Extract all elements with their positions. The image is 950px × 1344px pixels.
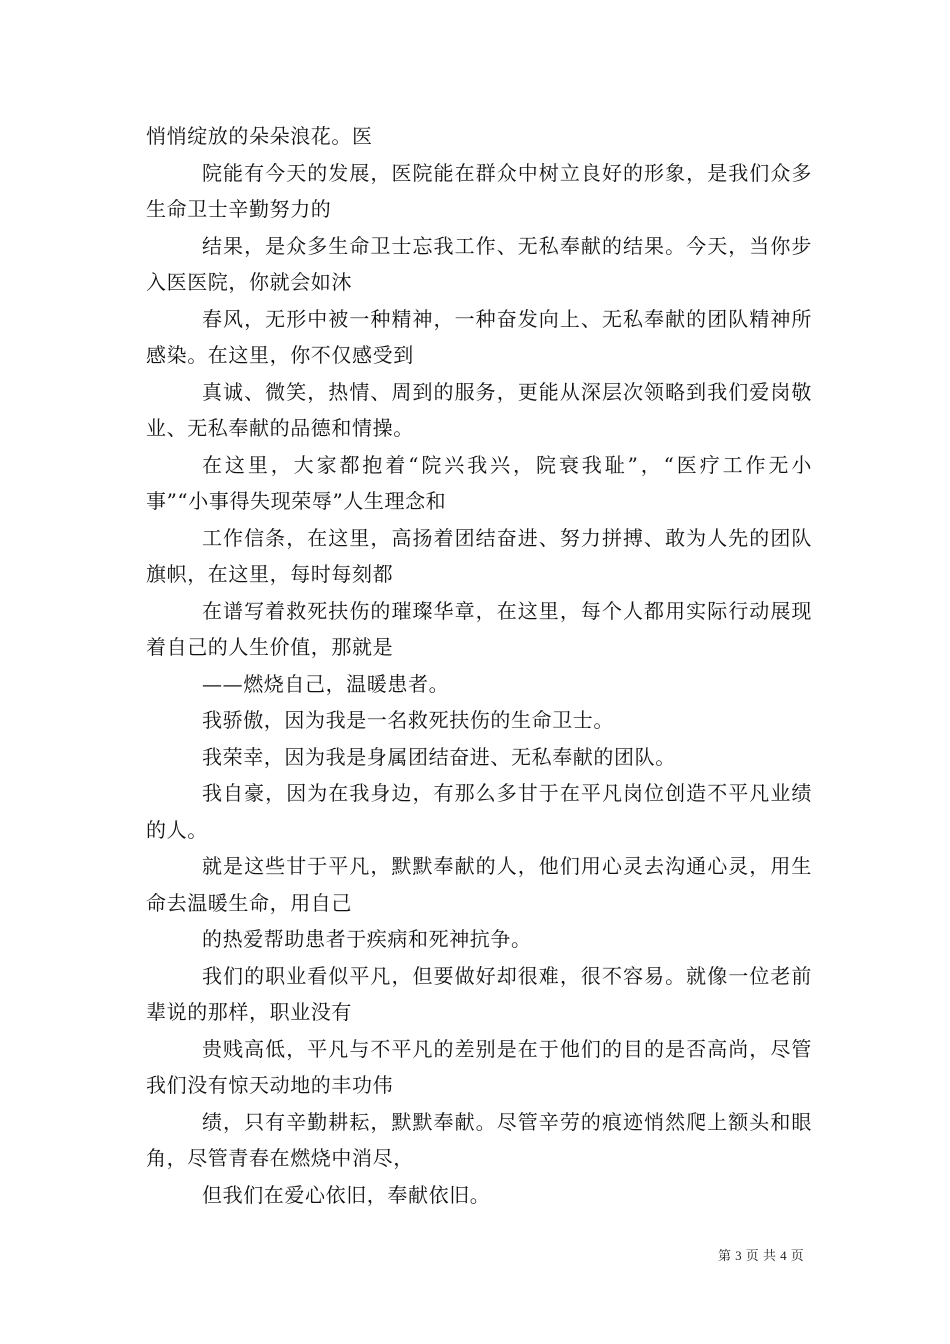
paragraph: ——燃烧自己，温暖患者。 <box>202 671 450 696</box>
paragraph: 工作信条，在这里，高扬着团结奋进、努力拼搏、敢为人先的团队旗帜，在这里，每时每刻都 <box>146 525 812 586</box>
footer-suffix: 页 <box>790 1249 804 1264</box>
paragraph: 绩，只有辛勤耕耘，默默奉献。尽管辛劳的痕迹悄然爬上额头和眼角，尽管青春在燃烧中消尽， <box>146 1109 812 1170</box>
paragraph: 在谱写着救死扶伤的璀璨华章，在这里，每个人都用实际行动展现着自己的人生价值，那就是 <box>146 598 812 659</box>
paragraph: 我骄傲，因为我是一名救死扶伤的生命卫士。 <box>202 708 614 732</box>
document-body <box>146 118 812 1213</box>
paragraph: 我荣幸，因为我是身属团结奋进、无私奉献的团队。 <box>202 744 676 769</box>
paragraph: 的热爱帮助患者于疾病和死神抗争。 <box>202 927 532 951</box>
paragraph: 但我们在爱心依旧，奉献依旧。 <box>202 1182 491 1207</box>
paragraph: 我们的职业看似平凡，但要做好却很难，很不容易。就像一位老前辈说的那样，职业没有 <box>146 963 812 1024</box>
paragraph: 就是这些甘于平凡，默默奉献的人，他们用心灵去沟通心灵，用生命去温暖生命，用自己 <box>146 854 812 915</box>
page-number-footer <box>718 1247 804 1266</box>
paragraph: 结果，是众多生命卫士忘我工作、无私奉献的结果。今天，当你步入医医院，你就会如沐 <box>146 233 812 294</box>
paragraph: 贵贱高低，平凡与不平凡的差别是在于他们的目的是否高尚，尽管我们没有惊天动地的丰功伟 <box>146 1036 812 1097</box>
footer-prefix: 第 <box>718 1249 732 1264</box>
paragraph: 在这里，大家都抱着“院兴我兴，院衰我耻”，“医疗工作无小事”“小事得失现荣辱”人生理念和 <box>146 452 812 513</box>
footer-middle: 页 共 <box>745 1249 776 1264</box>
paragraph: 悄悄绽放的朵朵浪花。医 <box>146 124 373 148</box>
paragraph: 春风，无形中被一种精神，一种奋发向上、无私奉献的团队精神所感染。在这里，你不仅感受到 <box>146 306 812 367</box>
total-pages-number: 4 <box>780 1248 787 1263</box>
paragraph: 真诚、微笑，热情、周到的服务，更能从深层次领略到我们爱岗敬业、无私奉献的品德和情操。 <box>146 379 812 440</box>
paragraph: 院能有今天的发展，医院能在群众中树立良好的形象，是我们众多生命卫士辛勤努力的 <box>146 160 812 221</box>
current-page-number: 3 <box>735 1248 742 1263</box>
paragraph: 我自豪，因为在我身边，有那么多甘于在平凡岗位创造不平凡业绩的人。 <box>146 781 812 842</box>
